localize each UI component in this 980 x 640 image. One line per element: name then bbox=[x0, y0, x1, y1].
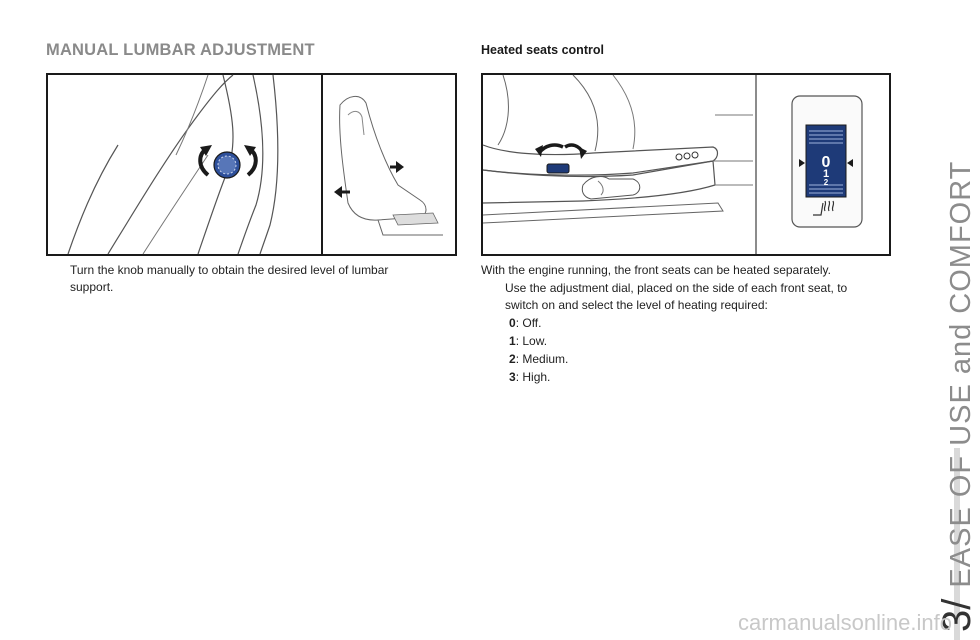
heated-seat-illustration bbox=[481, 73, 891, 256]
heated-seats-instruction-line-1: Use the adjustment dial, placed on the side of each front seat, to bbox=[505, 281, 848, 295]
heat-level-1: 1: Low. bbox=[509, 334, 548, 348]
heat-level-0: 0: Off. bbox=[509, 316, 542, 330]
lumbar-illustration bbox=[46, 73, 457, 256]
section-title-heated-seats: Heated seats control bbox=[481, 43, 604, 57]
chapter-title bbox=[935, 161, 980, 632]
lumbar-instruction-line-2: support. bbox=[70, 280, 114, 294]
dial-digit-2: 2 bbox=[823, 178, 829, 187]
chapter-number: 3/ bbox=[935, 598, 979, 632]
heat-level-3: 3: High. bbox=[509, 370, 551, 384]
heat-level-2: 2: Medium. bbox=[509, 352, 569, 366]
watermark: carmanualsonline.info bbox=[737, 610, 952, 635]
chapter-title-text: EASE OF USE and COMFORT bbox=[945, 160, 977, 588]
heated-seats-instruction-line-2: switch on and select the level of heating required: bbox=[505, 298, 768, 312]
dial-digit-0: 0 bbox=[821, 154, 831, 171]
dial-digit-1: 1 bbox=[822, 168, 830, 180]
section-title-lumbar: MANUAL LUMBAR ADJUSTMENT bbox=[46, 41, 315, 59]
lumbar-instruction-line-1: Turn the knob manually to obtain the desired level of lumbar bbox=[70, 263, 389, 277]
heated-seats-intro: With the engine running, the front seats can be heated separately. bbox=[481, 263, 832, 277]
